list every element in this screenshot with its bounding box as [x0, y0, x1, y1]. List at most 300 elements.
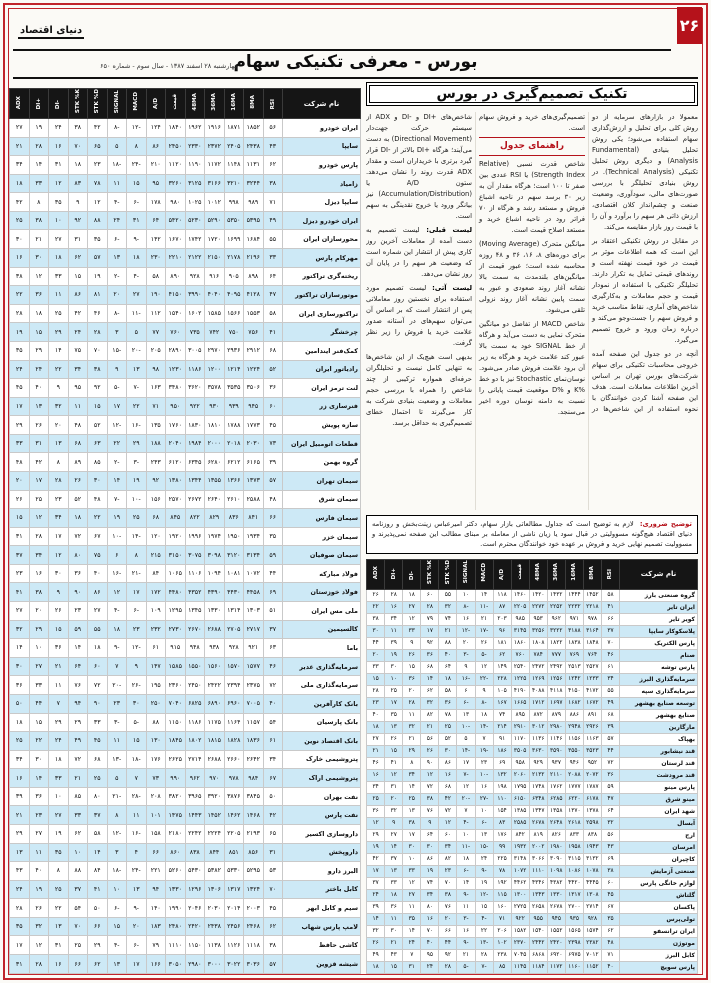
value-cell: ۲۲	[107, 434, 127, 453]
value-cell: ۳۸	[68, 119, 88, 138]
value-cell: ۸۵	[493, 961, 511, 973]
value-cell: ۱۳۰۶	[205, 880, 225, 899]
company-name-cell: داروپخش	[283, 843, 361, 862]
value-cell: ۱۱۷۵	[205, 713, 225, 732]
value-cell: ۱۵	[475, 901, 493, 913]
value-cell: ۱۲۴۲	[565, 673, 583, 685]
value-cell: ۳۵۷۸	[205, 379, 225, 398]
company-name-cell: ریخته‌گری تراکتور	[283, 267, 361, 286]
value-cell: ۱۹	[107, 509, 127, 528]
value-cell: ۴۴۲۰	[565, 877, 583, 889]
company-name-cell: سیمان شرق	[283, 490, 361, 509]
value-cell: ۹۹۸	[224, 193, 244, 212]
value-cell: ۲۱۱۰	[547, 769, 565, 781]
value-cell: ۳۵۰۶	[244, 379, 264, 398]
value-cell: ۱۴	[88, 843, 108, 862]
value-cell: ۶۳۴۵	[185, 453, 205, 472]
value-cell: ۳۰	[88, 471, 108, 490]
value-cell: ۴۸	[10, 453, 30, 472]
value-cell: ۳۸	[439, 889, 457, 901]
value-cell: ۱۱۶۳	[583, 733, 601, 745]
value-cell: ۱۲	[475, 661, 493, 673]
value-cell: ۹۲۲	[511, 913, 529, 925]
value-cell: ۴۵	[10, 379, 30, 398]
value-cell: -۱۰	[475, 769, 493, 781]
column-header: STK %K	[68, 89, 88, 119]
value-cell: ۶۹۶۰	[224, 694, 244, 713]
value-cell: ۴۰	[367, 709, 385, 721]
stock-row	[10, 304, 361, 323]
value-cell: ۱۵۵۲	[547, 925, 565, 937]
value-cell: -۸	[457, 601, 475, 613]
value-cell: ۲۶۷۲	[185, 490, 205, 509]
value-cell: ۵۳۹۵	[244, 211, 264, 230]
value-cell: ۲۴۳۸	[205, 917, 225, 936]
value-cell: ۹۲	[88, 379, 108, 398]
value-cell: ۷۱	[263, 193, 283, 212]
value-cell: ۱۶۷۲	[583, 697, 601, 709]
value-cell: -۱۵	[107, 341, 127, 360]
value-cell: -۱۲	[107, 416, 127, 435]
value-cell: ۷	[127, 769, 147, 788]
value-cell: ۳۴	[49, 509, 69, 528]
value-cell: ۱۷۲۰	[205, 230, 225, 249]
value-cell: ۳۹۹۰	[185, 286, 205, 305]
value-cell: ۱۰۲۵	[185, 193, 205, 212]
value-cell: ۱۱۵۶	[565, 733, 583, 745]
value-cell: ۳۲	[385, 805, 403, 817]
column-header: 16MA	[224, 89, 244, 119]
value-cell: ۵۳۳۰	[224, 862, 244, 881]
value-cell: ۳۳	[10, 434, 30, 453]
value-cell: ۴۲	[367, 853, 385, 865]
value-cell: ۷۶۹	[565, 649, 583, 661]
value-cell: ۱۶۰۲	[185, 304, 205, 323]
value-cell: ۸۸	[88, 211, 108, 230]
value-cell: ۷۰۴۵	[511, 949, 529, 961]
value-cell: ۱۶	[475, 781, 493, 793]
value-cell: ۲۵	[29, 490, 49, 509]
value-cell: ۲۳	[29, 806, 49, 825]
column-header: 36MA	[547, 559, 565, 589]
stock-row	[10, 657, 361, 676]
article-paragraph: شاخص MACD از تفاضل دو میانگین متحرک نمایی به دست می‌آید و هرگاه از خط SIGNAL خود به سمت بالا عبور کند علامت خرید و هرگاه به زیر آن برود علامت فروش صادر می‌شود. نوسان‌نمای Stochastic نیز با دو خط %K و %D موقعیت قیمت پایانی را نسبت به دامنه نوسان دوره اخیر می‌سنجد.	[479, 319, 585, 416]
value-cell: ۱۱۳۸	[205, 936, 225, 955]
value-cell: ۱۳	[107, 955, 127, 974]
value-cell: ۷۰	[439, 877, 457, 889]
value-cell: ۲۵	[403, 793, 421, 805]
value-cell: ۴۴۵۸	[244, 583, 264, 602]
value-cell: ۶۸	[439, 781, 457, 793]
stock-row	[10, 880, 361, 899]
value-cell: ۱۱۵۰	[185, 936, 205, 955]
value-cell: ۳۸۲۰	[166, 787, 186, 806]
value-cell: ۱۶	[29, 564, 49, 583]
value-cell: ۲۴	[49, 732, 69, 751]
value-cell: ۷۰	[68, 917, 88, 936]
value-cell: ۴۴۸۰	[166, 583, 186, 602]
value-cell: ۶۱	[146, 639, 166, 658]
value-cell: ۲۱	[68, 769, 88, 788]
value-cell: ۱۳۶۶	[224, 471, 244, 490]
value-cell: ۲۴	[403, 937, 421, 949]
value-cell: ۳۱	[29, 434, 49, 453]
company-name-cell: بانک کارآفرین	[283, 694, 361, 713]
value-cell: ۲۱۵۰	[205, 249, 225, 268]
value-cell: ۱۷۴۲	[185, 230, 205, 249]
value-cell: ۱۲۶۹	[529, 673, 547, 685]
value-cell: ۴۲	[88, 119, 108, 138]
company-name-cell: قطعات اتومبیل ایران	[283, 434, 361, 453]
stocks-table-right	[366, 559, 698, 974]
value-cell: ۱۵	[10, 509, 30, 528]
value-cell: ۱۵۷۴	[583, 925, 601, 937]
value-cell: ۱۰	[107, 880, 127, 899]
value-cell: ۵۲	[263, 360, 283, 379]
value-cell: ۲۲۷۲	[529, 601, 547, 613]
value-cell: ۳۶	[263, 379, 283, 398]
stock-row	[10, 249, 361, 268]
value-cell: ۲۶۴۰	[205, 490, 225, 509]
value-cell: ۲۲	[49, 899, 69, 918]
value-cell: ۵۴۲۰	[166, 211, 186, 230]
stock-row	[10, 936, 361, 955]
value-cell: ۸۷	[493, 601, 511, 613]
value-cell: ۹۵۸	[511, 757, 529, 769]
value-cell: ۳۷	[367, 877, 385, 889]
stock-row	[10, 806, 361, 825]
value-cell: ۱۱۲	[146, 304, 166, 323]
value-cell: ۲۴۵۰	[185, 676, 205, 695]
value-cell: ۱۲۲۴	[244, 360, 264, 379]
value-cell: ۱۷۶	[493, 829, 511, 841]
value-cell: ۴۳	[385, 949, 403, 961]
value-cell: ۴۱	[10, 583, 30, 602]
value-cell: ۹۲۸	[224, 639, 244, 658]
value-cell: ۳۰	[29, 249, 49, 268]
stock-row	[10, 769, 361, 788]
value-cell: -۸	[475, 697, 493, 709]
value-cell: ۳	[107, 843, 127, 862]
stock-row	[367, 865, 698, 877]
value-cell: ۱۹	[29, 119, 49, 138]
value-cell: ۱۳۴۳	[529, 889, 547, 901]
value-cell: ۱۰	[403, 853, 421, 865]
company-name-cell: پارس خودرو	[283, 156, 361, 175]
value-cell: -۶	[107, 899, 127, 918]
header-row	[10, 89, 361, 119]
value-cell: ۸۱۹	[529, 829, 547, 841]
value-cell: -۱۲	[457, 625, 475, 637]
value-cell: ۹۴	[146, 880, 166, 899]
value-cell: ۱۸۱۰	[205, 416, 225, 435]
value-cell: ۲۷۰۵	[224, 620, 244, 639]
value-cell: ۹	[107, 360, 127, 379]
value-cell: ۱۰۱۲	[205, 193, 225, 212]
value-cell: ۲۰	[29, 602, 49, 621]
value-cell: ۳۴۸۰	[166, 379, 186, 398]
value-cell: ۱۷	[127, 583, 147, 602]
value-cell: ۴۴۶۲	[511, 877, 529, 889]
value-cell: ۶۶	[68, 955, 88, 974]
value-cell: ۶۸	[601, 709, 619, 721]
value-cell: ۱۰	[29, 639, 49, 658]
company-name-cell: ایران خودرو	[283, 119, 361, 138]
value-cell: ۵۳۸۲	[205, 862, 225, 881]
value-cell: ۱۰۹۴	[205, 564, 225, 583]
value-cell: ۲۹۸۰	[185, 955, 205, 974]
value-cell: ۲۸	[439, 961, 457, 973]
value-cell: ۲۱	[29, 230, 49, 249]
value-cell: ۴۵	[88, 732, 108, 751]
value-cell: ۳۱	[49, 936, 69, 955]
column-header: نام شرکت	[620, 559, 698, 589]
value-cell: ۵۸	[439, 685, 457, 697]
company-name-cell: گلتاش	[620, 889, 698, 901]
value-cell: ۶۱۲۰	[166, 453, 186, 472]
value-cell: ۹۵۰	[166, 397, 186, 416]
value-cell: ۱۳۵	[146, 416, 166, 435]
value-cell: ۸۷۹	[547, 709, 565, 721]
value-cell: ۸۸	[146, 713, 166, 732]
value-cell: ۲۰۵	[146, 341, 166, 360]
value-cell: ۱۵۴۰	[529, 925, 547, 937]
value-cell: ۳۴	[367, 781, 385, 793]
value-cell: ۲۴۹۲	[547, 661, 565, 673]
value-cell: ۱۱۴۵	[511, 961, 529, 973]
value-cell: ۱۵۸۲	[511, 925, 529, 937]
value-cell: ۲۶	[29, 899, 49, 918]
value-cell: ۳۸	[367, 613, 385, 625]
value-cell: ۹۵	[68, 379, 88, 398]
value-cell: ۶۱۶۵	[244, 453, 264, 472]
value-cell: ۱۸۲۸	[224, 732, 244, 751]
value-cell: ۴۹	[68, 732, 88, 751]
value-cell: ۱۲	[421, 769, 439, 781]
value-cell: ۳۰	[403, 841, 421, 853]
value-cell: ۱۶	[49, 137, 69, 156]
value-cell: ۳۶۳۰	[529, 745, 547, 757]
value-cell: ۹۸۹	[244, 193, 264, 212]
article-paragraph: در مقابل در روش تکنیکی اعتقاد بر این است که همه اطلاعات موثر بر قیمت در خود قیمت نهفته است و روندهای قیمتی تمایل به تکرار دارند. تحلیلگر تکنیکی با استفاده از نمودار قیمت و حجم معاملات و به‌کارگیری شاخص‌های آماری، نقاط مناسب خرید و فروش سهم را جست‌وجو می‌کند و درباره زمان ورود و خروج تصمیم می‌گیرد.	[592, 237, 698, 344]
value-cell: ۱۵	[367, 673, 385, 685]
value-cell: ۲۰۱۴	[224, 899, 244, 918]
value-cell: ۲۳۹۴	[224, 676, 244, 695]
value-cell: ۱۵۴	[493, 805, 511, 817]
value-cell: ۱۱۴۶	[547, 733, 565, 745]
value-cell: ۴۶	[367, 757, 385, 769]
value-cell: ۱۶۰	[493, 901, 511, 913]
value-cell: ۳۵۰۵	[511, 745, 529, 757]
value-cell: ۳۱۲۵	[185, 174, 205, 193]
value-cell: ۱۳۴۵	[185, 602, 205, 621]
value-cell: ۱۷	[367, 865, 385, 877]
value-cell: ۱۲۳۰	[166, 360, 186, 379]
value-cell: ۹۷۸	[583, 613, 601, 625]
company-name-cell: رادیاتور ایران	[283, 360, 361, 379]
value-cell: ۸۰	[68, 546, 88, 565]
stock-row	[367, 625, 698, 637]
value-cell: ۱۸۴۵	[166, 732, 186, 751]
value-cell: ۱۴	[403, 925, 421, 937]
company-name-cell: کاشی حافظ	[283, 936, 361, 955]
value-cell: -۸	[107, 119, 127, 138]
value-cell: ۱۳	[385, 865, 403, 877]
value-cell: ۹۲۸	[185, 267, 205, 286]
company-name-cell: موتوژن	[620, 937, 698, 949]
value-cell: ۲۱	[457, 949, 475, 961]
value-cell: ۴	[127, 843, 147, 862]
value-cell: ۴۷	[601, 793, 619, 805]
value-cell: ۱۲	[439, 817, 457, 829]
value-cell: ۲۶۶۰	[224, 750, 244, 769]
stock-row	[367, 709, 698, 721]
value-cell: ۶۲۸۵	[547, 793, 565, 805]
value-cell: ۱۲۹۵	[166, 602, 186, 621]
value-cell: ۳۰۹۰	[547, 853, 565, 865]
value-cell: -۴	[475, 913, 493, 925]
company-name-cell: ایران تایر	[620, 601, 698, 613]
article-paragraph: شاخص قدرت نسبی (Relative Strength Index) یا RSI عددی بین صفر تا ۱۰۰ است؛ هرگاه مقدار آن به زیر ۳۰ برسد سهم در ناحیه اشباع فروش و مستعد رشد و هرگاه از ۷۰ فراتر رود در ناحیه اشباع خرید و مستعد اصلاح قیمت است.	[479, 159, 585, 234]
value-cell: ۶۴	[601, 805, 619, 817]
value-cell: ۱۲	[29, 267, 49, 286]
value-cell: ۴۳۴۶	[529, 877, 547, 889]
value-cell: ۲۶	[403, 649, 421, 661]
article-body	[366, 112, 698, 510]
value-cell: ۴۹	[263, 211, 283, 230]
value-cell: ۱۱۵	[493, 889, 511, 901]
value-cell: ۲۳۶۰	[166, 676, 186, 695]
value-cell: ۶۸۲۵	[185, 694, 205, 713]
value-cell: ۱۱۱۸	[244, 936, 264, 955]
value-cell: ۲۶۸۸	[205, 750, 225, 769]
value-cell: ۱۰۵	[493, 685, 511, 697]
value-cell: ۵۰	[263, 787, 283, 806]
value-cell: ۳۴	[601, 673, 619, 685]
value-cell: ۲۴۴۲	[529, 937, 547, 949]
value-cell: ۹۲۸	[583, 913, 601, 925]
value-cell: ۹۰	[68, 583, 88, 602]
value-cell: ۱۱	[107, 174, 127, 193]
value-cell: ۶۰	[421, 589, 439, 601]
value-cell: ۱۹۵	[146, 676, 166, 695]
value-cell: ۴۲	[68, 304, 88, 323]
value-cell: ۱۵۴۰	[166, 304, 186, 323]
value-cell: ۱۴۶۰	[511, 589, 529, 601]
value-cell: ۱۴	[68, 639, 88, 658]
value-cell: ۲۴	[10, 880, 30, 899]
value-cell: ۱۲۳۳	[583, 673, 601, 685]
article-paragraph: میانگین متحرک (Moving Average) برای دوره‌های ۸، ۱۶، ۳۶ و ۴۸ روزه محاسبه شده است؛ عبور قیمت از میانگین‌های بلندمدت به سمت بالا نشانه آغاز روند صعودی و عبور به سمت پایین نشانه آغاز روند نزولی تلقی می‌شود.	[479, 239, 586, 314]
stock-row	[10, 527, 361, 546]
company-name-cell: صنعتی آزمایش	[620, 865, 698, 877]
company-name-cell: فولاد خوزستان	[283, 583, 361, 602]
value-cell: ۳۱۳۲	[583, 853, 601, 865]
company-name-cell: تراکتورسازی ایران	[283, 304, 361, 323]
value-cell: ۳۲	[367, 925, 385, 937]
value-cell: -۱۶	[127, 824, 147, 843]
value-cell: -۲	[107, 267, 127, 286]
value-cell: ۲۱۵	[146, 546, 166, 565]
value-cell: ۵۴	[263, 713, 283, 732]
value-cell: ۱۲	[49, 174, 69, 193]
value-cell: ۱۳۲۴	[244, 880, 264, 899]
value-cell: ۳۰۳۶	[244, 955, 264, 974]
value-cell: ۲۴۲۲	[205, 676, 225, 695]
value-cell: ۲۵	[385, 685, 403, 697]
value-cell: ۲۴	[49, 119, 69, 138]
stock-row	[367, 589, 698, 601]
value-cell: ۳۴	[403, 769, 421, 781]
value-cell: ۲۳	[127, 620, 147, 639]
value-cell: ۳۰	[385, 661, 403, 673]
value-cell: ۱۵۶	[146, 490, 166, 509]
value-cell: -۱۶	[127, 416, 147, 435]
company-name-cell: نفت بهران	[283, 787, 361, 806]
value-cell: ۲۹	[29, 620, 49, 639]
value-cell: ۹۳۸	[205, 639, 225, 658]
value-cell: ۱۳۰	[146, 732, 166, 751]
value-cell: ۱۵۵۳	[244, 304, 264, 323]
article-heading: راهنمای جدول	[479, 137, 585, 156]
value-cell: ۷۹	[421, 613, 439, 625]
value-cell: ۲۵	[49, 304, 69, 323]
value-cell: ۹	[68, 193, 88, 212]
value-cell: ۳۱	[10, 527, 30, 546]
value-cell: ۲۰۰۳	[244, 899, 264, 918]
value-cell: ۱۲۴	[146, 119, 166, 138]
value-cell: ۳۳	[49, 769, 69, 788]
value-cell: ۳۹	[10, 787, 30, 806]
value-cell: ۴۱	[88, 880, 108, 899]
stock-row	[10, 286, 361, 305]
value-cell: ۱۸۰۸	[529, 637, 547, 649]
value-cell: ۷۸	[88, 174, 108, 193]
value-cell: -۶	[127, 936, 147, 955]
value-cell: ۶۵	[88, 137, 108, 156]
value-cell: ۱۳۵۵	[205, 471, 225, 490]
value-cell: ۱۵۶۰	[205, 657, 225, 676]
company-name-cell: کاچیران	[620, 853, 698, 865]
value-cell: ۱۹	[127, 471, 147, 490]
value-cell: ۶۶	[263, 509, 283, 528]
value-cell: ۵۹	[601, 781, 619, 793]
value-cell: ۳۲۵۶	[529, 625, 547, 637]
value-cell: ۱۶۷	[493, 697, 511, 709]
value-cell: ۲۲۱	[146, 862, 166, 881]
value-cell: -۵	[457, 961, 475, 973]
value-cell: ۲۶۷۸	[529, 817, 547, 829]
value-cell: ۹	[475, 685, 493, 697]
value-cell: ۲۳۳۰	[185, 137, 205, 156]
column-header: 16MA	[565, 559, 583, 589]
value-cell: ۱۸۳۰	[185, 416, 205, 435]
value-cell: ۲۲	[88, 509, 108, 528]
value-cell: ۲۵۰	[146, 694, 166, 713]
column-header: SIGNAL	[457, 559, 475, 589]
value-cell: ۳۹۲۰	[205, 787, 225, 806]
header-rule-bottom	[13, 77, 698, 79]
value-cell: ۳۰۷۵	[185, 546, 205, 565]
value-cell: ۲۳	[49, 490, 69, 509]
value-cell: ۳۵	[49, 193, 69, 212]
company-name-cell: پارس مینو	[620, 781, 698, 793]
value-cell: ۲۳	[107, 694, 127, 713]
value-cell: -۷	[127, 379, 147, 398]
value-cell: ۱۳	[127, 880, 147, 899]
value-cell: ۸۲	[439, 853, 457, 865]
value-cell: ۷۵۶	[244, 323, 264, 342]
